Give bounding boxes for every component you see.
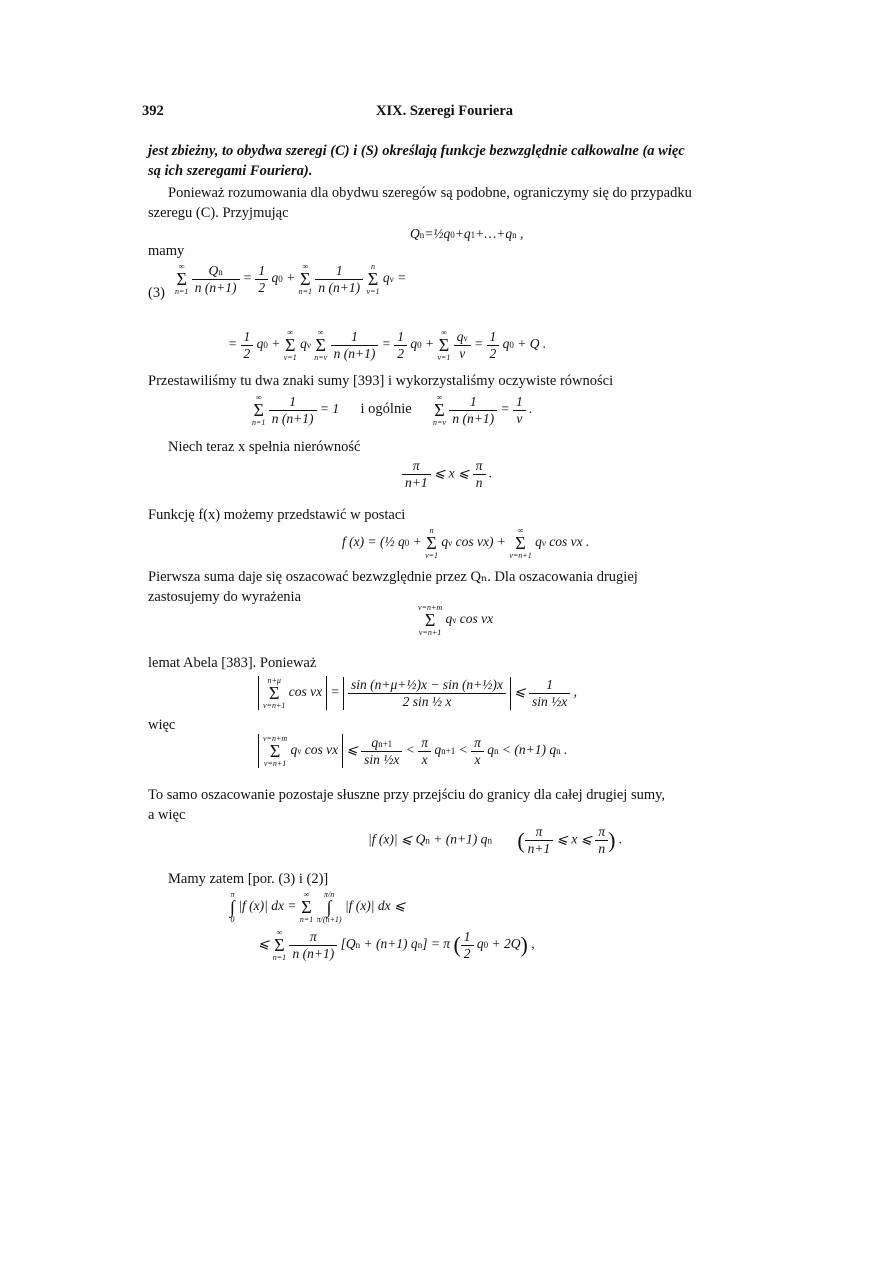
text-line: a więc <box>148 807 186 823</box>
text-line: To samo oszacowanie pozostaje słuszne przy przejściu do granicy dla całej drugiej sumy, <box>148 787 666 803</box>
formula-identities: ∞ Σ n=1 $\frac{1}{n (n+1)}$ = 1 i ogólnie ∞ Σ n=ν $\frac{1}{n (n+1)}$ = $\frac{1}{\nu}$ . <box>252 393 533 427</box>
text-line: Funkcję f(x) możemy przedstawić w postaci <box>148 507 406 523</box>
formula-integral-line1: π ∫ 0 |f (x)| dx = ∞ Σ n=1 π/n ∫ π/(n+1) |f (x)| dx ⩽ <box>230 890 406 924</box>
formula-partial-sum: ν=n+m Σ ν=n+1 qν cos νx <box>418 603 494 637</box>
formula-f-bound: |f (x)| ⩽ Qn + (n+1) qn ( $\frac{\pi}{n+1}$ ⩽ x ⩽ $\frac{\pi}{n}$ ) . <box>368 824 623 856</box>
formula-cos-bound: n+μ Σ ν=n+1 cos νx = $\frac{\text{sin (n+μ+½)x − sin (n+½)x}}{\text{2 sin ½ x}}$ ⩽ $\frac{1}{\text{sin ½x}}$ , <box>258 676 577 710</box>
formula-x-range: $\frac{\pi}{n+1}$ ⩽ x ⩽ $\frac{\pi}{n}$ . <box>402 458 492 491</box>
text-word: więc <box>148 717 176 733</box>
text-line: mamy <box>148 243 185 259</box>
formula-eq3-line1: ∞ Σ n=1 $\frac{Qn}{n (n+1)}$ = $\frac{1}{2}$ q0 + ∞ Σ n=1 $\frac{1}{n (n+1)}$ n Σ ν=1 qν = <box>175 262 407 296</box>
formula-fx: f (x) = (½ q0 + n Σ ν=1 qν cos νx) + ∞ Σ ν=n+1 qν cos νx . <box>342 526 590 560</box>
text-line: Pierwsza suma daje się oszacować bezwzględnie przez Qₙ. Dla oszacowania drugiej <box>148 569 638 585</box>
text-line: zastosujemy do wyrażenia <box>148 589 302 605</box>
formula-eq3-line2: = $\frac{1}{2}$ q0 + ∞ Σ ν=1 qν ∞ Σ n=ν $\frac{1}{n (n+1)}$ = $\frac{1}{2}$ q0 + ∞ Σ ν=1 $\frac{q\nu}{\nu}$ = $\frac{1}{2}$ q0 + Q . <box>228 328 547 362</box>
formula-q-bound: ν=n+m Σ ν=n+1 qν cos νx ⩽ $\frac{qn+1}{\text{sin ½x}}$ < $\frac{\pi}{x}$ qn+1 < $\frac{\pi}{x}$ qn < (n+1) qn . <box>258 734 567 768</box>
text-line: są ich szeregami Fouriera). <box>148 163 313 179</box>
text-line: szeregu (C). Przyjmując <box>148 205 289 221</box>
text-word: i ogólnie <box>360 401 412 418</box>
page-number: 392 <box>142 103 164 119</box>
text-line: Mamy zatem [por. (3) i (2)] <box>168 871 329 887</box>
text-line: Ponieważ rozumowania dla obydwu szeregów są podobne, ograniczymy się do przypadku <box>168 185 692 201</box>
running-title: XIX. Szeregi Fouriera <box>376 103 514 119</box>
equation-label: (3) <box>148 285 165 301</box>
text-line: jest zbieżny, to obydwa szeregi (C) i (S) określają funkcje bezwzględnie całkowalne (a więc <box>148 143 685 159</box>
formula-integral-line2: ⩽ ∞ Σ n=1 $\frac{\pi}{n (n+1)}$ [Qn + (n+1) qn] = π ( $\frac{1}{2}$ q0 + 2Q) , <box>258 928 535 962</box>
text-line: Niech teraz x spełnia nierówność <box>168 439 361 455</box>
text-line: lemat Abela [383]. Ponieważ <box>148 655 317 671</box>
formula-qn: Qn=½q0+q1+…+qn , <box>410 226 524 241</box>
text-line: Przestawiliśmy tu dwa znaki sumy [393] i wykorzystaliśmy oczywiste równości <box>148 373 614 389</box>
